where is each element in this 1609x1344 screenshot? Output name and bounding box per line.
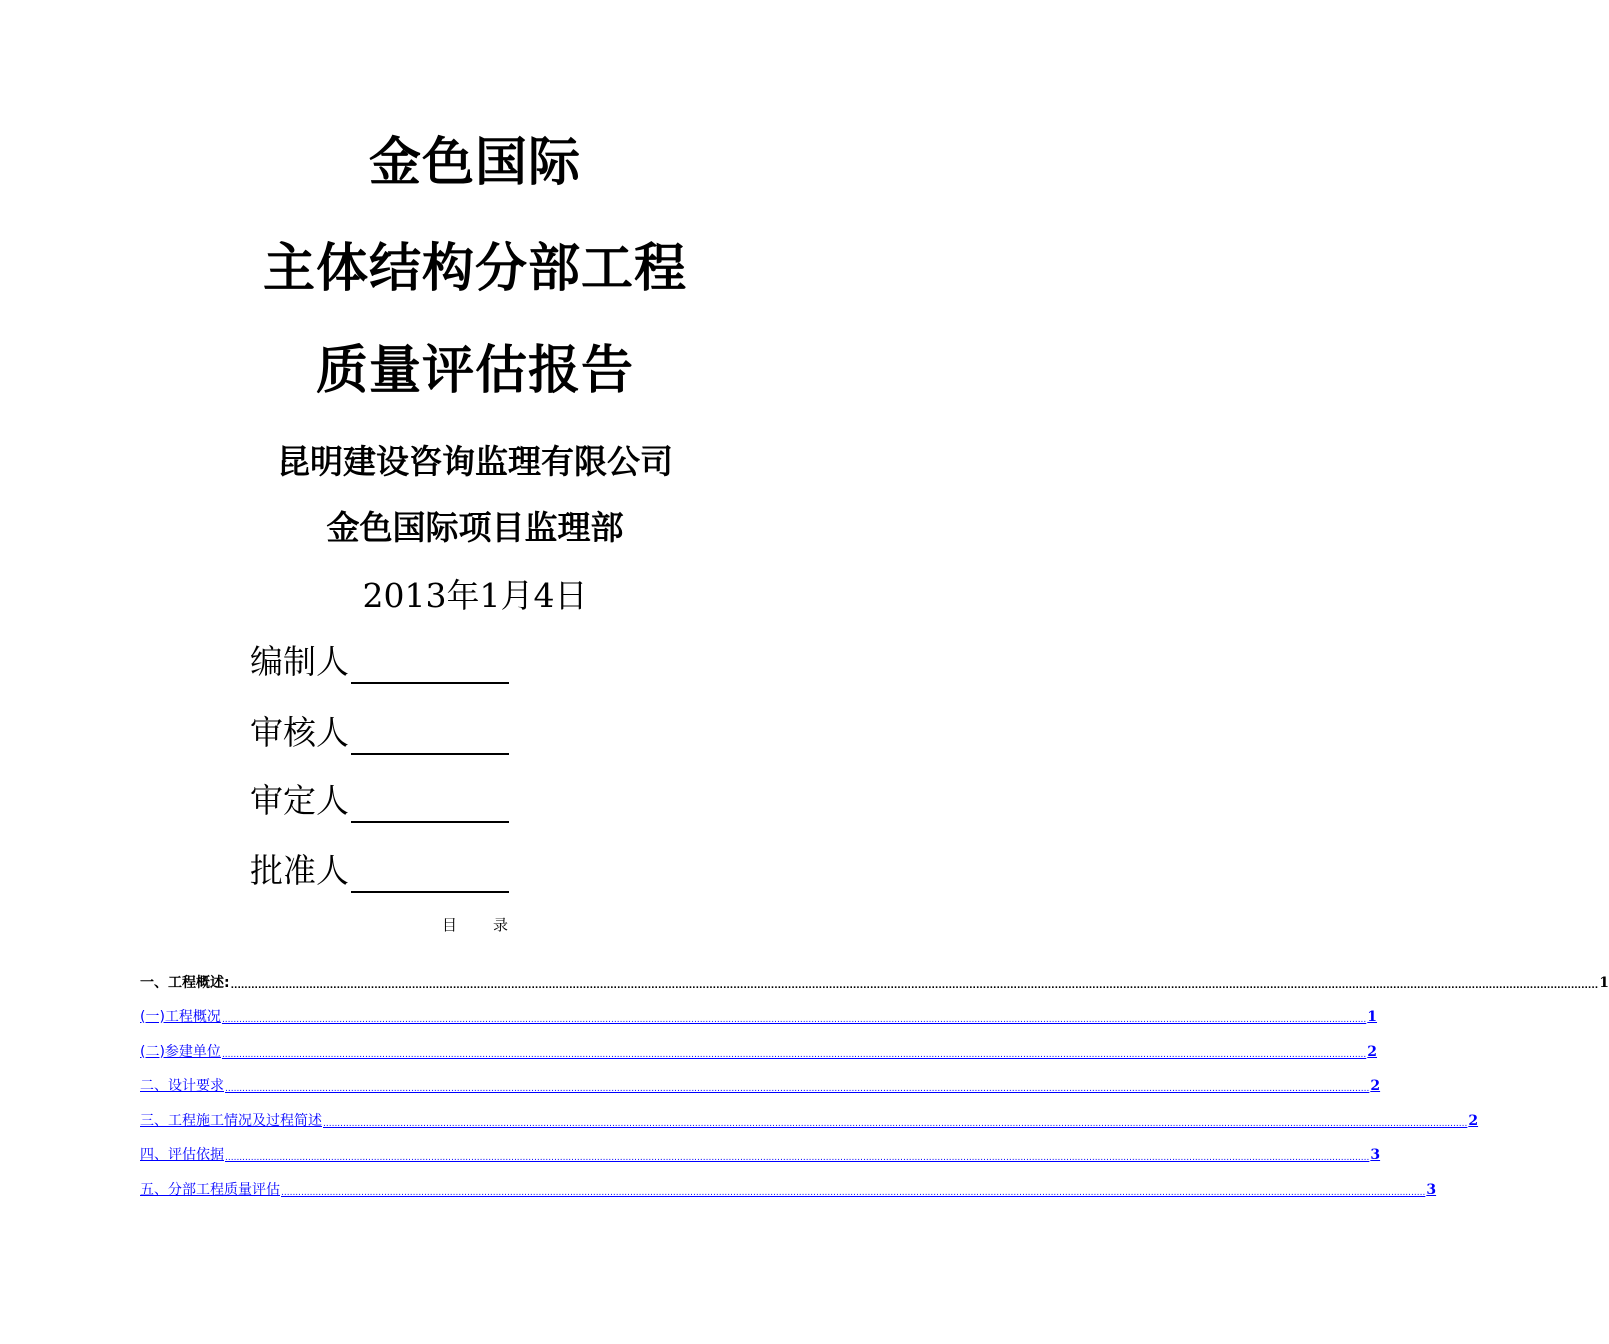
toc-entry-page: 2 [1468, 1112, 1479, 1129]
signature-row-approver [250, 849, 509, 893]
toc-leader-dots: ................................................................................................................................................................................................................................................................................................................................................................................................................ [323, 1118, 1468, 1129]
toc-leader-dots: ................................................................................................................................................................................................................................................................................................................................................................................................................ [230, 980, 1599, 991]
toc-entry-page: 3 [1426, 1181, 1437, 1198]
table-of-contents [140, 958, 1609, 1200]
department-name: 金色国际项目监理部 [326, 508, 624, 547]
toc-leader-dots: ................................................................................................................................................................................................................................................................................................................................................................................................................ [225, 1084, 1370, 1094]
signature-label: 审核人 [250, 713, 349, 752]
signature-blank [351, 644, 509, 684]
toc-link-evaluation-basis[interactable] [140, 1131, 1381, 1166]
toc-entry-page: 1 [1367, 1009, 1378, 1025]
toc-entry-page: 1 [1599, 974, 1609, 991]
toc-link-quality-assessment[interactable] [140, 1165, 1437, 1200]
signature-label: 编制人 [250, 642, 349, 681]
signature-label: 批准人 [250, 851, 349, 890]
toc-link-project-overview[interactable] [140, 993, 1378, 1028]
toc-leader-dots: ................................................................................................................................................................................................................................................................................................................................................................................................................ [221, 1049, 1367, 1060]
toc-leader-dots: ................................................................................................................................................................................................................................................................................................................................................................................................................ [225, 1153, 1370, 1163]
toc-entry-page: 2 [1367, 1043, 1378, 1060]
toc-entry-page: 2 [1370, 1078, 1381, 1094]
report-title-line-2: 主体结构分部工程 [262, 239, 687, 299]
report-date: 2013年1月4日 [362, 576, 588, 615]
signature-label: 审定人 [250, 781, 349, 820]
toc-entry-label: 一、工程概述: [140, 974, 230, 991]
signature-blank [351, 783, 509, 823]
toc-entry-page: 3 [1370, 1147, 1381, 1163]
toc-leader-dots: ................................................................................................................................................................................................................................................................................................................................................................................................................ [221, 1015, 1367, 1025]
toc-heading: 目录 [441, 916, 544, 934]
toc-entry-label: (二)参建单位 [140, 1043, 221, 1060]
signature-row-compiler [250, 640, 509, 684]
report-title-line-3: 质量评估报告 [315, 341, 634, 401]
toc-leader-dots: ................................................................................................................................................................................................................................................................................................................................................................................................................ [281, 1187, 1426, 1198]
toc-entry-label: 四、评估依据 [140, 1147, 224, 1163]
toc-entry-label: 五、分部工程质量评估 [140, 1181, 280, 1198]
signature-row-examiner [250, 779, 509, 823]
toc-entry-overview [140, 958, 1609, 993]
toc-entry-label: (一)工程概况 [140, 1009, 221, 1025]
toc-entry-label: 三、工程施工情况及过程简述 [140, 1112, 322, 1129]
toc-link-design-requirements[interactable] [140, 1062, 1381, 1097]
toc-link-participants[interactable] [140, 1027, 1378, 1062]
toc-link-construction-status[interactable] [140, 1096, 1479, 1131]
company-name: 昆明建设咨询监理有限公司 [277, 442, 673, 481]
signature-blank [351, 853, 509, 893]
report-title-line-1: 金色国际 [368, 133, 581, 193]
signature-row-reviewer [250, 711, 509, 755]
toc-entry-label: 二、设计要求 [140, 1078, 224, 1094]
signature-blank [351, 715, 509, 755]
